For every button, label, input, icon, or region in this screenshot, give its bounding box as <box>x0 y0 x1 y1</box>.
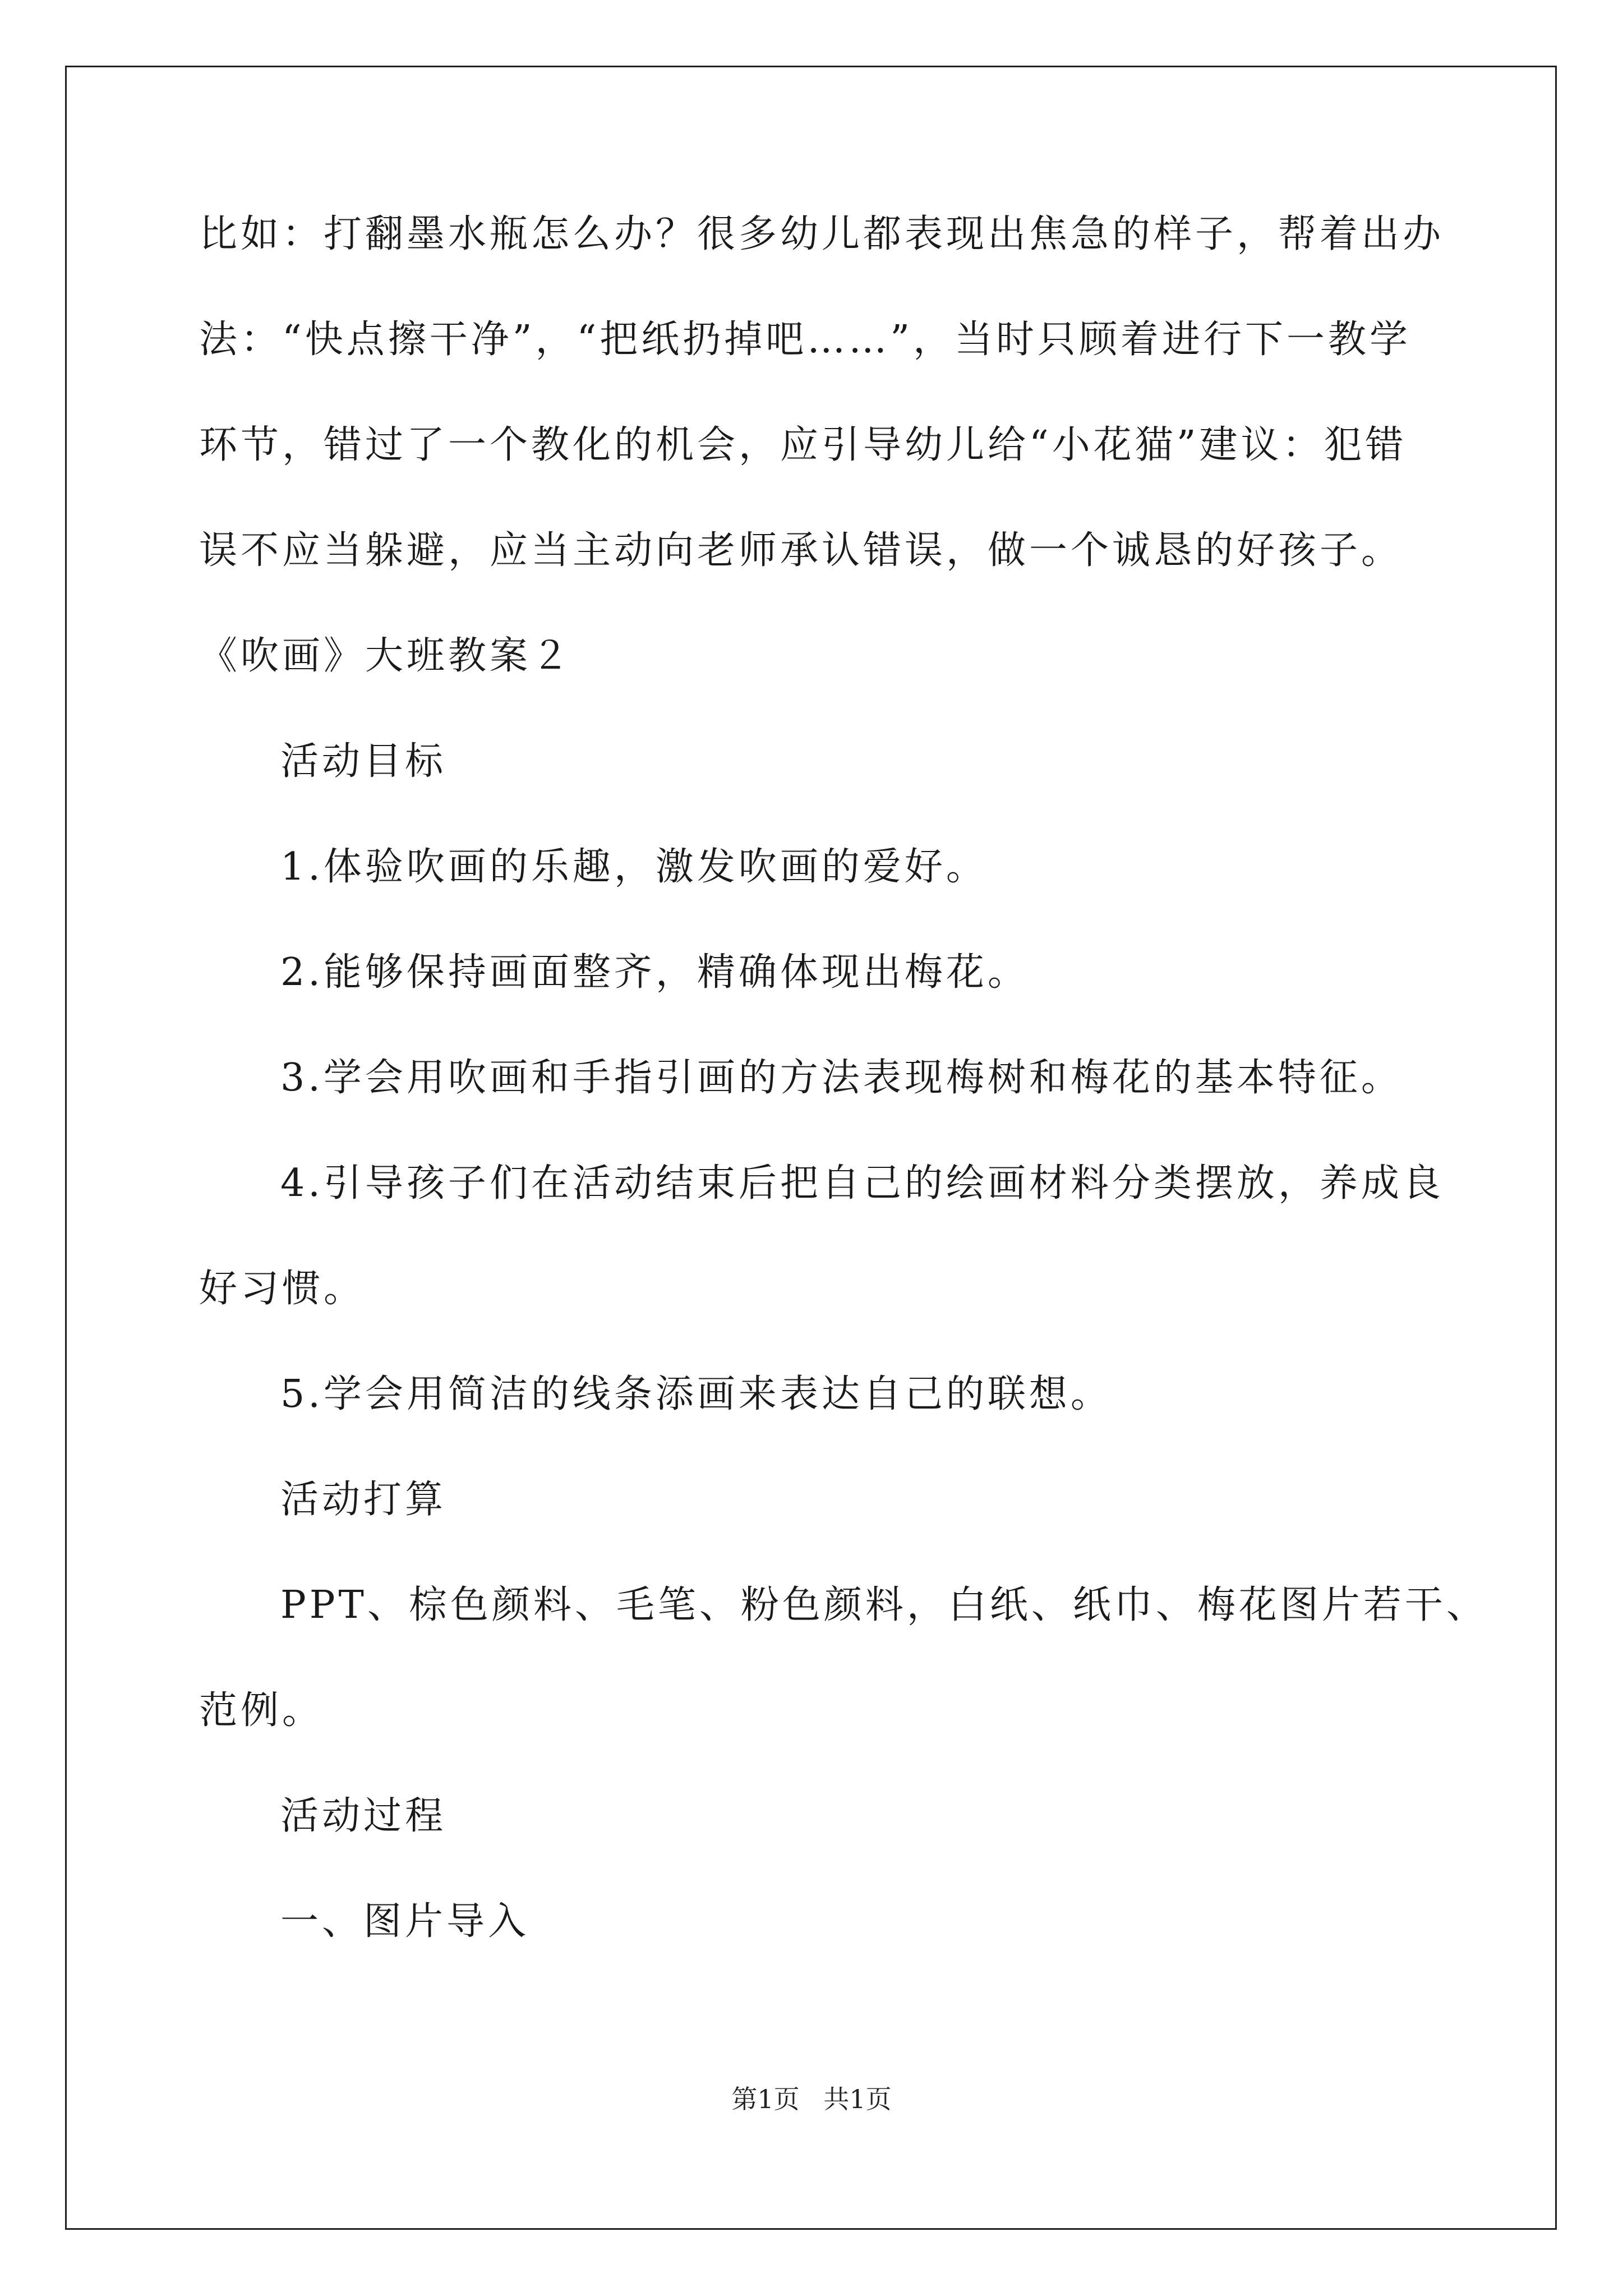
process-step-heading: 一、图片导入 <box>280 1899 530 1944</box>
goal-item-continuation: 好习惯。 <box>199 1267 366 1311</box>
heading-goals: 活动目标 <box>280 739 447 784</box>
paragraph-line: 误不应当躲避，应当主动向老师承认错误，做一个诚恳的好孩子。 <box>199 528 1403 573</box>
goal-item: 4.引导孩子们在活动结束后把自己的绘画材料分类摆放，养成良 <box>280 1161 1444 1205</box>
paragraph-line: 环节，错过了一个教化的机会，应引导幼儿给“小花猫”建议：犯错 <box>199 423 1407 467</box>
page-number: 第1页 <box>731 2084 800 2114</box>
page-footer <box>0 2082 1623 2116</box>
heading-process: 活动过程 <box>280 1794 447 1838</box>
heading-preparation: 活动打算 <box>280 1478 447 1522</box>
paragraph-line: 法：“快点擦干净”，“把纸扔掉吧……”，当时只顾着进行下一教学 <box>199 318 1412 362</box>
goal-item: 1.体验吹画的乐趣，激发吹画的爱好。 <box>280 845 988 889</box>
preparation-text: PPT、棕色颜料、毛笔、粉色颜料，白纸、纸巾、梅花图片若干、 <box>280 1583 1488 1627</box>
goal-item: 5.学会用简洁的线条添画来表达自己的联想。 <box>280 1372 1112 1416</box>
goal-item: 3.学会用吹画和手指引画的方法表现梅树和梅花的基本特征。 <box>280 1056 1403 1100</box>
section-title: 《吹画》大班教案２ <box>199 634 573 678</box>
page-total: 共1页 <box>823 2084 892 2114</box>
goal-item: 2.能够保持画面整齐，精确体现出梅花。 <box>280 950 1029 995</box>
preparation-text-continuation: 范例。 <box>199 1688 324 1733</box>
paragraph-line: 比如：打翻墨水瓶怎么办？很多幼儿都表现出焦急的样子，帮着出办 <box>199 212 1445 256</box>
